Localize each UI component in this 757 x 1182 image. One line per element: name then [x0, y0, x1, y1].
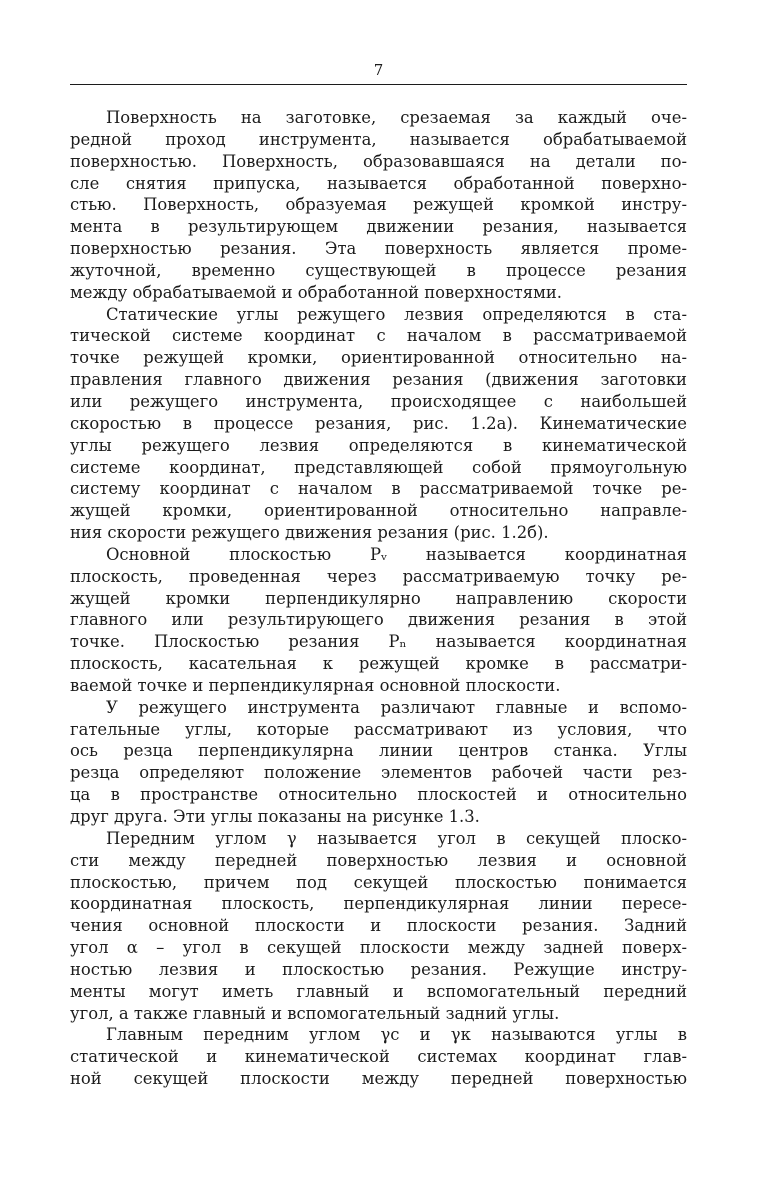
- paragraph: [70, 828, 687, 1025]
- text-line: углы режущего лезвия определяются в кинематической: [70, 435, 687, 455]
- text-line: тической системе координат с началом в рассматриваемой: [70, 326, 687, 346]
- text-line: угол α – угол в секущей плоскости между задней поверх-: [70, 938, 687, 958]
- text-line: друг друга. Эти углы показаны на рисунке 1.3.: [70, 807, 480, 826]
- body-text: [70, 107, 687, 1090]
- text-line: статической и кинематической системах координат глав-: [70, 1047, 687, 1067]
- text-line: гательные углы, которые рассматривают из условия, что: [70, 719, 687, 739]
- text-line: плоскость, проведенная через рассматриваемую точку ре-: [70, 566, 687, 586]
- text-line: сти между передней поверхностью лезвия и основной: [70, 850, 687, 870]
- text-line: скоростью в процессе резания, рис. 1.2а). Кинематические: [70, 413, 687, 433]
- paragraph: [70, 107, 687, 304]
- paragraph: [70, 544, 687, 697]
- text-line: или режущего инструмента, происходящее с наибольшей: [70, 391, 687, 411]
- header-rule: [70, 84, 687, 85]
- text-line: жущей кромки перпендикулярно направлению скорости: [70, 588, 687, 608]
- paragraph: [70, 1024, 687, 1090]
- text-line: правления главного движения резания (движения заготовки: [70, 370, 687, 390]
- text-line: резца определяют положение элементов рабочей части рез-: [70, 763, 687, 783]
- page-number: 7: [373, 61, 384, 79]
- paragraph: [70, 697, 687, 828]
- text-line: менты могут иметь главный и вспомогательный передний: [70, 981, 687, 1001]
- text-line: мента в результирующем движении резания, называется: [70, 217, 687, 237]
- text-line: чения основной плоскости и плоскости резания. Задний: [70, 916, 687, 936]
- text-line: системе координат, представляющей собой прямоугольную: [70, 457, 687, 477]
- text-line: редной проход инструмента, называется обрабатываемой: [70, 129, 687, 149]
- text-line: Главным передним углом γс и γк называются углы в: [106, 1025, 687, 1045]
- text-line: главного или результирующего движения резания в этой: [70, 610, 687, 630]
- text-line: плоскостью, причем под секущей плоскостью понимается: [70, 872, 687, 892]
- text-line: Статические углы режущего лезвия определяются в ста-: [106, 304, 687, 324]
- text-line: поверхностью. Поверхность, образовавшаяся на детали по-: [70, 151, 687, 171]
- text-line: точке. Плоскостью резания Pₙ называется координатная: [70, 632, 687, 652]
- text-line: ностью лезвия и плоскостью резания. Режущие инстру-: [70, 959, 687, 979]
- text-line: жущей кромки, ориентированной относительно направле-: [70, 501, 687, 521]
- text-line: систему координат с началом в рассматриваемой точке ре-: [70, 479, 687, 499]
- text-line: угол, а также главный и вспомогательный задний углы.: [70, 1003, 560, 1023]
- text-line: ния скорости режущего движения резания (рис. 1.2б).: [70, 523, 549, 543]
- text-line: сле снятия припуска, называется обработанной поверхно-: [70, 173, 687, 193]
- text-line: Поверхность на заготовке, срезаемая за каждый оче-: [106, 108, 687, 127]
- text-line: ваемой точке и перпендикулярная основной плоскости.: [70, 675, 561, 695]
- text-line: Передним углом γ называется угол в секущей плоско-: [106, 828, 687, 848]
- text-line: ной секущей плоскости между передней поверхностью: [70, 1069, 687, 1089]
- text-line: координатная плоскость, перпендикулярная линии пересе-: [70, 894, 687, 914]
- text-line: плоскость, касательная к режущей кромке в рассматри-: [70, 654, 687, 674]
- text-line: ца в пространстве относительно плоскостей и относительно: [70, 785, 687, 805]
- text-line: Основной плоскостью Pᵥ называется координатная: [106, 544, 687, 564]
- text-line: точке режущей кромки, ориентированной относительно на-: [70, 348, 687, 368]
- text-line: поверхностью резания. Эта поверхность является проме-: [70, 239, 687, 259]
- text-line: между обрабатываемой и обработанной поверхностями.: [70, 282, 562, 302]
- text-line: ось резца перпендикулярна линии центров станка. Углы: [70, 741, 687, 761]
- text-line: жуточной, временно существующей в процессе резания: [70, 260, 687, 280]
- paragraph: [70, 304, 687, 544]
- text-line: У режущего инструмента различают главные и вспомо-: [106, 697, 687, 717]
- text-line: стью. Поверхность, образуемая режущей кромкой инстру-: [70, 195, 687, 215]
